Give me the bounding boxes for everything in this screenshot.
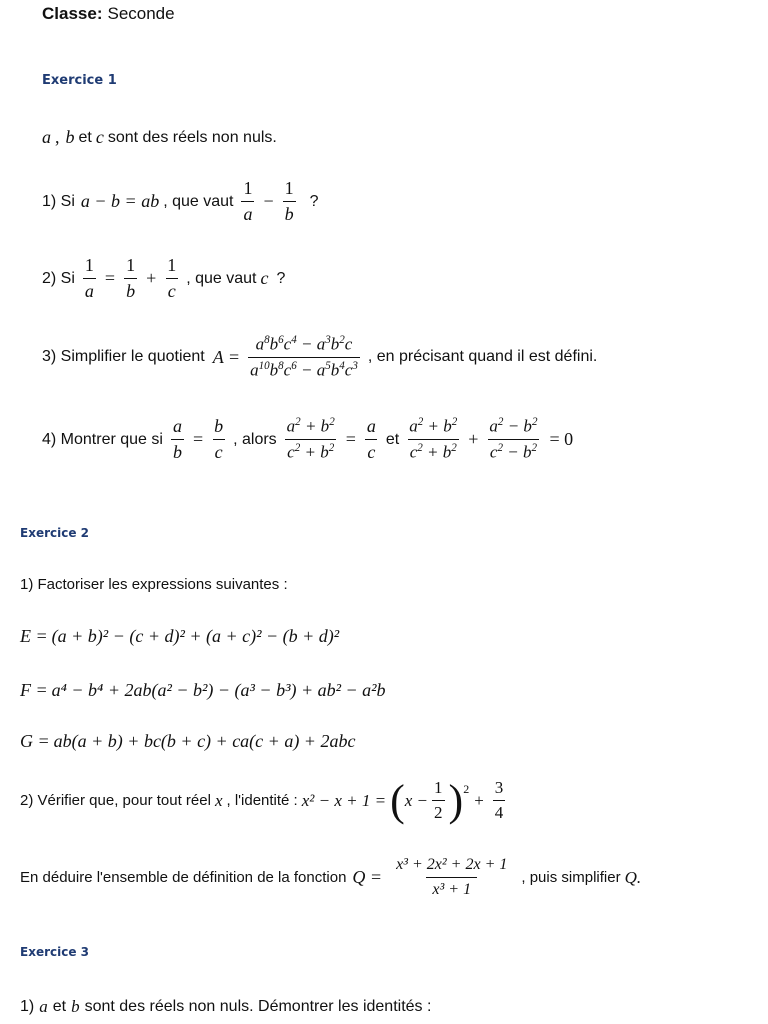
class-value: Seconde bbox=[107, 4, 175, 23]
class-header bbox=[42, 4, 175, 24]
fraction-1-over-a: $\frac{1}{a}$ bbox=[243, 178, 253, 224]
exercise-2-question-2: 2) Vérifier que, pour tout réel x , l'identité : x² − x + 1 = ( x − $\frac{1}{2}$ ) 2 + $\frac{3}{4}$ bbox=[20, 775, 504, 825]
exercise-1-question-3: 3) Simplifier le quotient A = $\frac{a^8b^6c^4 - a^3b^2c}{a^{10}b^8c^6 - a^5b^4c^3}$ , en précisant quand il est défini. bbox=[42, 334, 598, 380]
expression-G: G = ab(a + b) + bc(b + c) + ca(c + a) + 2abc bbox=[20, 731, 356, 751]
expression-E: E = (a + b)² − (c + d)² + (a + c)² − (b + d)² bbox=[20, 626, 340, 646]
fraction-1-over-b: $\frac{1}{b}$ bbox=[284, 178, 294, 224]
exercise-3-title: Exercice 3 bbox=[20, 945, 89, 959]
exercise-2-deduce: En déduire l'ensemble de définition de la fonction Q = $\frac{\text{x³ + 2x² + 2x + 1}}{\text{x³ + 1}}$ , puis simplifier Q. bbox=[20, 856, 642, 898]
exercise-1-question-1: 1) Si a − b = ab , que vaut $\frac{1}{a}$ − $\frac{1}{b}$ ? bbox=[42, 178, 319, 224]
exercise-1-intro: a , b et c sont des réels non nuls. bbox=[42, 127, 277, 147]
expression-F: F = a⁴ − b⁴ + 2ab(a² − b²) − (a³ − b³) + ab² − a²b bbox=[20, 680, 386, 700]
exercise-2-title: Exercice 2 bbox=[20, 526, 89, 540]
fraction-Q: $\frac{\text{x³ + 2x² + 2x + 1}}{\text{x³ + 1}}$ bbox=[396, 856, 508, 898]
exercise-2-question-1: 1) Factoriser les expressions suivantes : bbox=[20, 576, 288, 593]
exercise-1-title: Exercice 1 bbox=[42, 73, 117, 88]
exercise-1-question-2: 2) Si $\frac{1}{a}$ = $\frac{1}{b}$ + $\frac{1}{c}$ , que vaut c ? bbox=[42, 255, 286, 301]
exercise-1-question-4: 4) Montrer que si $\frac{a}{b}$ = $\frac{b}{c}$ , alors $\frac{a^2 + b^2}{c^2 + b^2}$ = $\frac{a}{c}$ et $\frac{a^2 + b^2}{c^2 + b^2}$ + $\frac{a^2 - b^2}{c^2 - b^2}$ = 0 bbox=[42, 416, 574, 462]
class-label: Classe: bbox=[42, 4, 103, 23]
quotient-A: $\frac{a^8b^6c^4 - a^3b^2c}{a^{10}b^8c^6 - a^5b^4c^3}$ bbox=[250, 334, 358, 380]
exercise-3-question-1: 1) a et b sont des réels non nuls. Démontrer les identités : bbox=[20, 997, 432, 1016]
